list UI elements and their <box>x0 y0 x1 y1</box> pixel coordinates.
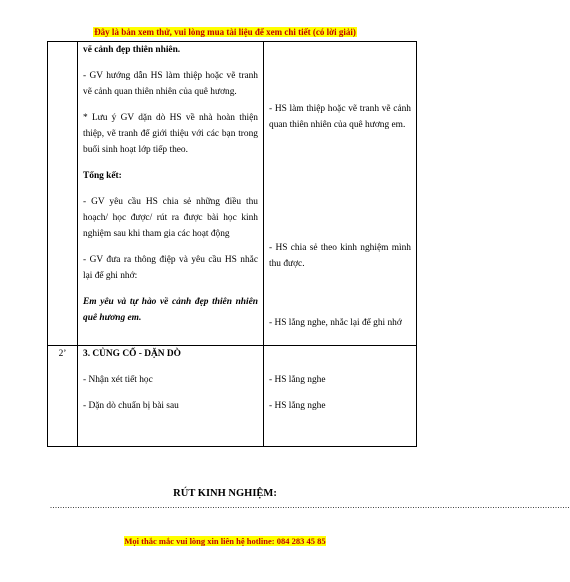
student-activity-cell <box>264 42 417 346</box>
student-response: - HS lắng nghe <box>269 375 326 385</box>
teacher-message-request: - GV đưa ra thông điệp và yêu cầu HS nhắc lại để ghi nhớ: <box>83 255 258 281</box>
table-row <box>48 346 417 447</box>
summary-title: Tổng kết: <box>83 171 122 181</box>
experience-title: RÚT KINH NGHIỆM: <box>173 488 277 499</box>
preview-banner <box>0 27 450 37</box>
activity-heading: vẽ cảnh đẹp thiên nhiên. <box>83 45 181 55</box>
hotline-note <box>0 536 450 546</box>
time-cell: 2’ <box>48 346 78 447</box>
dotted-line: ................................................................................................................................................................................................................ <box>50 501 570 510</box>
lesson-message: Em yêu và tự hào về cảnh đẹp thiên nhiên quê hương em. <box>83 297 258 323</box>
student-response: - HS lắng nghe <box>269 401 326 411</box>
preview-banner-text: Đây là bản xem thử, vui lòng mua tài liệu để xem chi tiết (có lời giải) <box>94 27 356 37</box>
teacher-share-request: - GV yêu cầu HS chia sẻ những điều thu hoạch/ học được/ rút ra được bài học kinh nghiệm sau khi tham gia các hoạt động <box>83 197 258 239</box>
teacher-activity: - Nhận xét tiết học <box>83 375 153 385</box>
hotline-text: Mọi thắc mắc vui lòng xin liên hệ hotline: 084 283 45 85 <box>124 536 326 546</box>
teacher-activity-cell <box>78 42 264 346</box>
lesson-table <box>47 41 417 447</box>
teacher-activity-cell <box>78 346 264 447</box>
teacher-activity: - Dặn dò chuẩn bị bài sau <box>83 401 179 411</box>
student-activity-cell <box>264 346 417 447</box>
student-response: - HS lắng nghe, nhắc lại để ghi nhớ <box>269 318 402 328</box>
time-cell <box>48 42 78 346</box>
teacher-note: * Lưu ý GV dặn dò HS về nhà hoàn thiện thiệp, vẽ tranh để giới thiệu với các bạn trong buổi sinh hoạt lớp tiếp theo. <box>83 113 258 155</box>
student-response: - HS làm thiệp hoặc vẽ tranh vẽ cảnh quan thiên nhiên của quê hương em. <box>269 104 411 130</box>
student-response: - HS chia sẻ theo kinh nghiệm mình thu được. <box>269 243 411 269</box>
section-title: 3. CỦNG CỐ - DẶN DÒ <box>83 349 181 359</box>
table-row <box>48 42 417 346</box>
teacher-instruction: - GV hướng dẫn HS làm thiệp hoặc vẽ tranh vẽ cảnh quan thiên nhiên của quê hương. <box>83 71 258 97</box>
